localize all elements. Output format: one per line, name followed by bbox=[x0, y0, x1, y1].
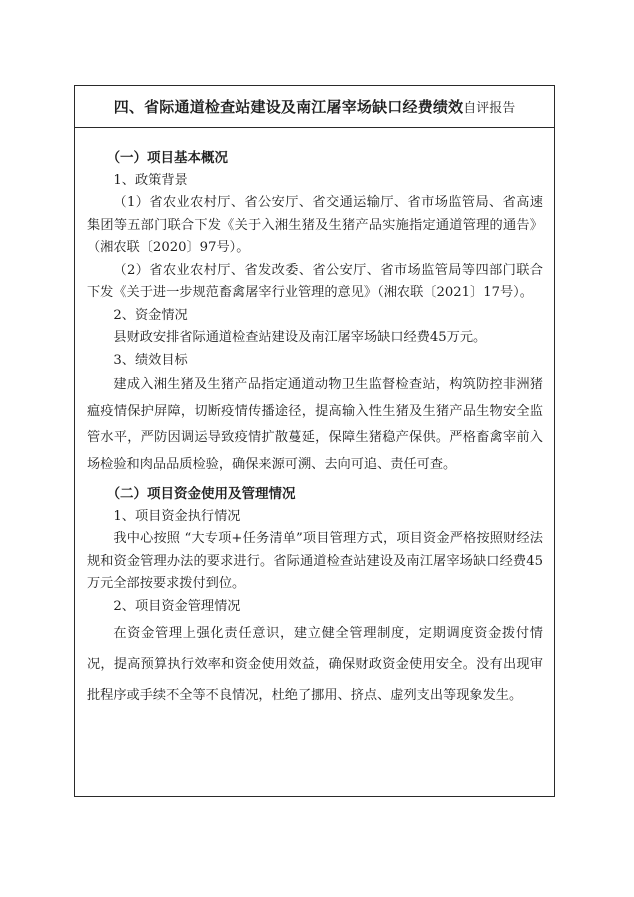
report-body bbox=[75, 128, 554, 711]
report-title: 四、省际通道检查站建设及南江屠宰场缺口经费绩效 bbox=[113, 98, 464, 116]
goals-paragraph: 建成入湘生猪及生猪产品指定通道动物卫生监督检查站，构筑防控非洲猪瘟疫情保护屏障，切断疫情传播途径，提高输入性生猪及生猪产品生物安全监管水平，严防因调运导致疫情扩散蔓延，保障生猪稳产保供。严格畜禽宰前入场检验和肉品品质检验，确保来源可溯、去向可追、责任可查。 bbox=[87, 377, 543, 472]
policy-paragraph-2: （2）省农业农村厅、省发改委、省公安厅、省市场监管局等四部门联合下发《关于进一步规范畜禽屠宰行业管理的意见》（湘农联〔2021〕17号）。 bbox=[87, 262, 543, 300]
report-title-suffix: 自评报告 bbox=[463, 101, 516, 116]
subheading-policy-background: 1、政策背景 bbox=[113, 172, 188, 188]
report-title-row bbox=[75, 86, 554, 128]
subheading-funding: 2、资金情况 bbox=[113, 307, 188, 323]
fund-management-paragraph: 在资金管理上强化责任意识，建立健全管理制度，定期调度资金拨付情况，提高预算执行效率和资金使用效益，确保财政资金使用安全。没有出现审批程序或手续不全等不良情况，杜绝了挪用、挤点、虚列支出等现象发生。 bbox=[87, 626, 543, 703]
policy-paragraph-1: （1）省农业农村厅、省公安厅、省交通运输厅、省市场监管局、省高速集团等五部门联合下发《关于入湘生猪及生猪产品实施指定通道管理的通告》（湘农联〔2020〕97号）。 bbox=[87, 195, 543, 255]
funding-paragraph: 县财政安排省际通道检查站建设及南江屠宰场缺口经费45万元。 bbox=[113, 330, 487, 345]
subheading-fund-management: 2、项目资金管理情况 bbox=[113, 598, 241, 614]
section-heading-fund-usage: （二）项目资金使用及管理情况 bbox=[106, 486, 296, 502]
section-heading-basic-overview: （一）项目基本概况 bbox=[106, 150, 229, 166]
subheading-fund-execution: 1、项目资金执行情况 bbox=[113, 508, 241, 524]
report-table-frame bbox=[74, 85, 555, 797]
subheading-performance-goals: 3、绩效目标 bbox=[113, 352, 188, 368]
fund-execution-paragraph: 我中心按照 “大专项+任务清单”项目管理方式，项目资金严格按照财经法规和资金管理办法的要求进行。省际通道检查站建设及南江屠宰场缺口经费45万元全部按要求拨付到位。 bbox=[87, 531, 543, 591]
